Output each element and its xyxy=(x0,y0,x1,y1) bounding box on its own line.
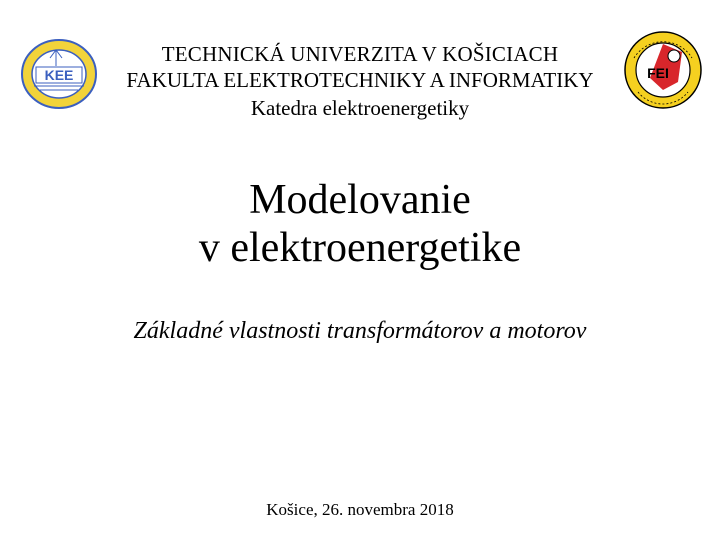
title-line-2: v elektroenergetike xyxy=(198,225,522,271)
university-name: TECHNICKÁ UNIVERZITA V KOŠICIACH xyxy=(161,42,559,66)
subtitle: Základné vlastnosti transformátorov a motorov xyxy=(133,318,587,344)
faculty-name: FAKULTA ELEKTROTECHNIKY A INFORMATIKY xyxy=(126,68,594,92)
kee-logo xyxy=(20,38,98,110)
department-name: Katedra elektroenergetiky xyxy=(250,96,470,120)
footer-place-date: Košice, 26. novembra 2018 xyxy=(266,500,454,519)
fei-logo xyxy=(620,30,706,110)
fei-logo-text: FEI xyxy=(647,65,669,81)
kee-logo-text: KEE xyxy=(44,67,74,83)
title-line-1: Modelovanie xyxy=(249,177,471,223)
